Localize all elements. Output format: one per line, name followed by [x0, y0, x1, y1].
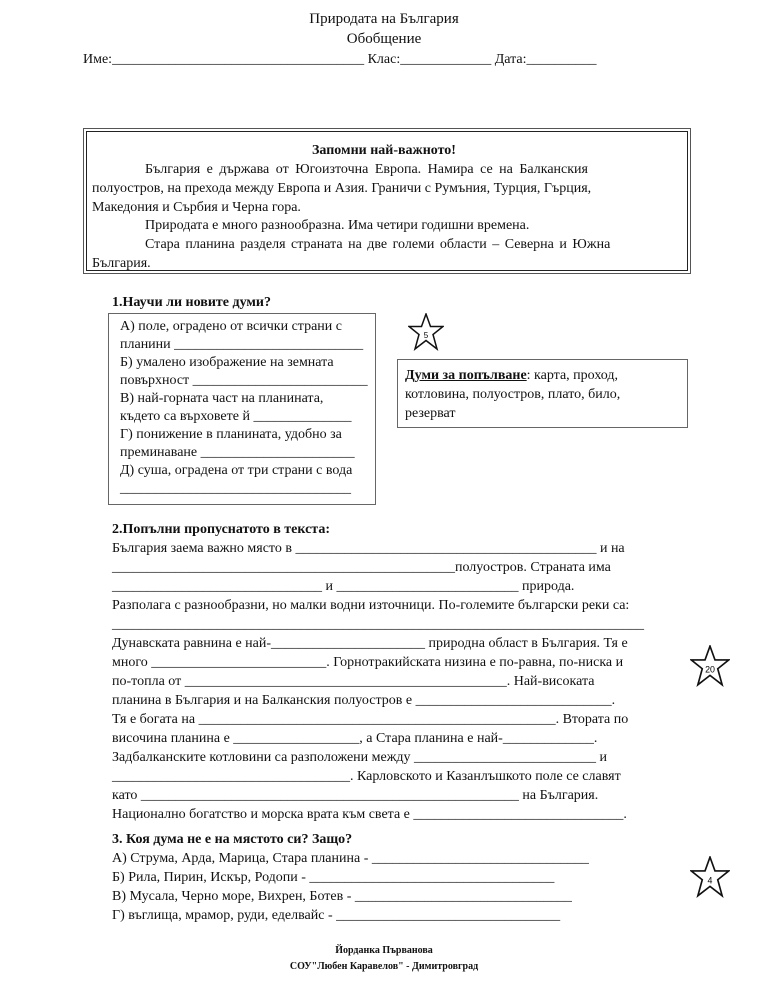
task3-line: Б) Рила, Пирин, Искър, Родопи - ___________________________________: [112, 870, 555, 885]
remember-line: Стара планина разделя страната на две големи области – Северна и Южна: [145, 237, 611, 252]
task3-line: В) Мусала, Черно море, Вихрен, Ботев - _______________________________: [112, 889, 572, 904]
task3-points: 4: [707, 875, 713, 886]
task2-line: Национално богатство и морска врата към света е ______________________________.: [112, 807, 627, 822]
fill-words-text: : карта, проход,: [526, 368, 619, 383]
task3-line: А) Струма, Арда, Марица, Стара планина - _______________________________: [112, 851, 589, 866]
worksheet-title: Природата на България: [309, 11, 459, 27]
remember-line: полуостров, на прехода между Европа и Азия. Граничи с Румъния, Турция, Гърция,: [92, 181, 592, 196]
task2-line: много _________________________. Горнотракийската низина е по-равна, по-ниска и: [112, 655, 624, 670]
remember-line: България е държава от Югоизточна Европа. Намира се на Балканския: [145, 162, 588, 177]
footer-school: СОУ"Любен Каравелов" - Димитровград: [289, 961, 479, 972]
task2-line: като ______________________________________________________ на България.: [112, 788, 599, 803]
task1-heading: 1.Научи ли новите думи?: [112, 295, 271, 310]
remember-line: Природата е много разнообразна. Има четири годишни времена.: [145, 218, 530, 233]
task3-line: Г) въглища, мрамор, руди, еделвайс - ________________________________: [112, 908, 561, 923]
task2-line: __________________________________. Карловското и Казанлъшкото поле се славят: [112, 769, 621, 784]
task2-line: планина в България и на Балканския полуостров е ____________________________.: [112, 693, 616, 708]
task2-line: Дунавската равнина е най-______________________ природна област в България. Тя е: [112, 636, 628, 651]
task1-line: където са върховете й ______________: [120, 409, 352, 424]
task2-line: височина планина е __________________, а Стара планина е най-_____________.: [112, 731, 598, 746]
task2-line: Задбалканските котловини са разположени между __________________________ и: [112, 750, 608, 765]
task1-line: планини ___________________________: [120, 337, 364, 352]
task3-heading: 3. Коя дума не е на мястото си? Защо?: [112, 832, 353, 847]
task2-heading: 2.Попълни пропуснатото в текста:: [112, 522, 331, 537]
task1-line: Д) суша, оградена от три страни с вода: [120, 463, 353, 478]
task2-line: по-топла от ______________________________________________. Най-високата: [112, 674, 595, 689]
footer-author: Йорданка Първанова: [335, 945, 433, 956]
star-points-icon: [408, 313, 444, 351]
star-points-icon: [690, 856, 730, 898]
task2-line: България заема важно място в ___________________________________________ и на: [112, 541, 625, 556]
worksheet-subtitle: Обобщение: [346, 31, 422, 47]
star-points-icon: [690, 645, 730, 687]
remember-line: Македония и Сърбия и Черна гора.: [92, 200, 301, 215]
task1-line: преминаване ______________________: [120, 445, 355, 460]
task1-line: А) поле, оградено от всички страни с: [120, 319, 342, 334]
task2-line: ____________________________________________________________________________: [112, 617, 644, 632]
remember-heading: Запомни най-важното!: [312, 143, 456, 158]
task1-line: В) най-горната част на планината,: [120, 391, 324, 406]
task1-line: повърхност _________________________: [120, 373, 368, 388]
task1-line: _________________________________: [120, 481, 351, 496]
student-fields-line: Име:____________________________________ Клас:_____________ Дата:__________: [83, 52, 597, 67]
task2-line: Разполага с разнообразни, но малки водни източници. По-големите български реки са:: [112, 598, 630, 613]
task1-line: Г) понижение в планината, удобно за: [120, 427, 342, 442]
task2-line: _________________________________________________полуостров. Страната има: [112, 560, 611, 575]
task2-points: 20: [705, 664, 715, 675]
fill-words-text: котловина, полуостров, плато, било,: [405, 387, 621, 402]
fill-words-label: Думи за попълване: [405, 368, 527, 383]
task2-line: Тя е богата на ___________________________________________________. Втората по: [112, 712, 629, 727]
task1-line: Б) умалено изображение на земната: [120, 355, 334, 370]
fill-words-text: резерват: [405, 406, 456, 421]
task1-points: 5: [423, 331, 429, 340]
task2-line: ______________________________ и __________________________ природа.: [112, 579, 575, 594]
remember-line: България.: [92, 256, 151, 271]
